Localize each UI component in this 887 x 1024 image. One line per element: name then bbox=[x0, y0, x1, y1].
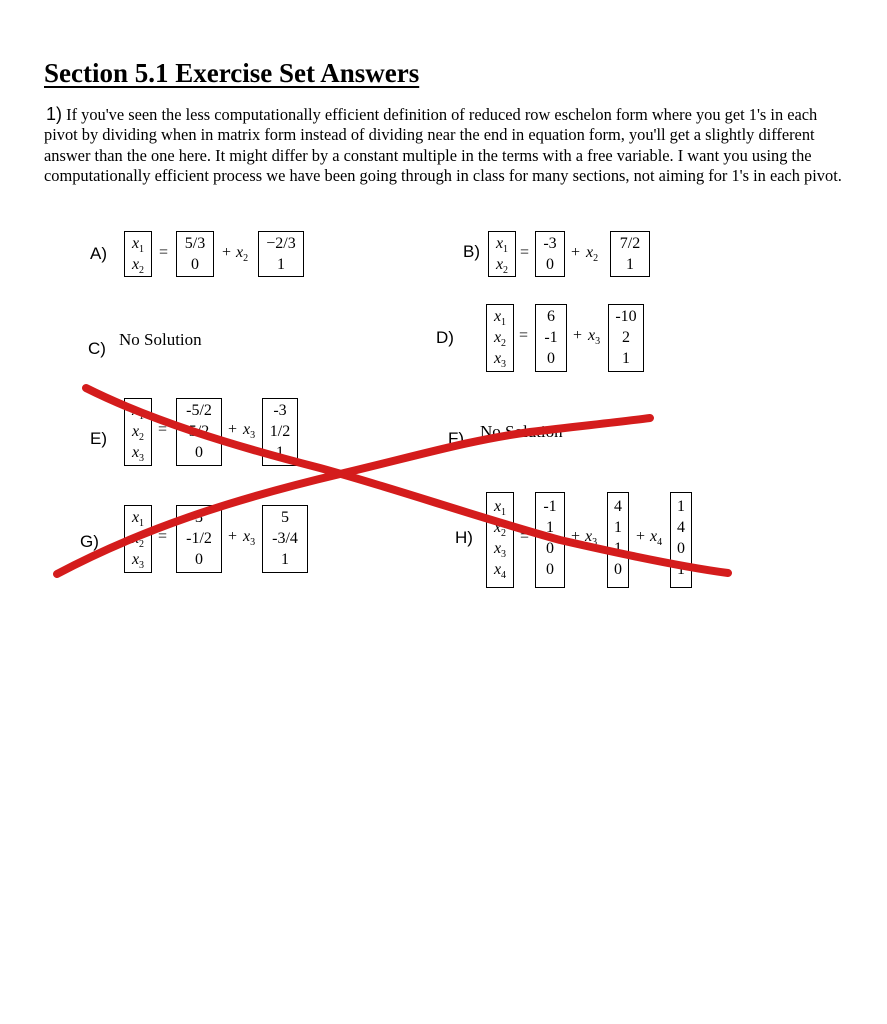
free-variable: $x_4$ bbox=[650, 528, 663, 549]
entry: 0 bbox=[614, 561, 622, 578]
entry: $x_1$ bbox=[493, 308, 507, 329]
entry: $x_1$ bbox=[131, 402, 145, 423]
page-title: Section 5.1 Exercise Set Answers bbox=[44, 58, 420, 88]
entry: 1 bbox=[277, 256, 285, 273]
answer-a-lhs bbox=[124, 233, 152, 275]
entry: -5/2 bbox=[186, 402, 212, 419]
plus-sign: + bbox=[571, 528, 581, 545]
entry: 0 bbox=[195, 551, 203, 568]
entry: 1 bbox=[281, 551, 289, 568]
equals-sign: = bbox=[159, 244, 169, 261]
entry: 1 bbox=[614, 540, 622, 557]
entry: -3 bbox=[273, 402, 287, 419]
answer-f-text: No Solution bbox=[480, 422, 563, 441]
entry: 0 bbox=[546, 561, 554, 578]
problem-paragraph bbox=[44, 104, 844, 186]
equals-sign: = bbox=[158, 421, 168, 438]
plus-sign: + bbox=[228, 528, 238, 545]
entry: 1/2 bbox=[269, 423, 291, 440]
entry: −2/3 bbox=[266, 235, 296, 252]
answer-e-free bbox=[262, 400, 298, 463]
entry: $x_1$ bbox=[493, 498, 507, 519]
problem-text: If you've seen the less computationally efficient definition of reduced row eschelon form where you get 1's in each pivot by dividing when in matrix form instead of dividing near the end in equation form, you'll get a slightly different answer than the one here. It might differ by a constant multiple in the terms with a free variable. I want you using the computationally efficient process we have been going through in class for many sections, not aiming for 1's in each pivot. bbox=[44, 105, 842, 185]
entry: 4 bbox=[614, 498, 622, 515]
free-variable: $x_3$ bbox=[585, 528, 598, 549]
answer-h-const bbox=[535, 496, 565, 580]
entry: 1 bbox=[546, 519, 554, 536]
entry: 1 bbox=[677, 498, 685, 515]
entry: $x_2$ bbox=[131, 256, 145, 277]
problem-number: 1) bbox=[46, 104, 63, 124]
entry: 5 bbox=[281, 509, 289, 526]
equals-sign: = bbox=[520, 528, 530, 545]
entry: 3 bbox=[195, 509, 203, 526]
entry: $x_2$ bbox=[493, 329, 507, 350]
entry: -3/4 bbox=[272, 530, 298, 547]
entry: 0 bbox=[547, 350, 555, 367]
answer-c-text: No Solution bbox=[119, 330, 202, 349]
entry: 1 bbox=[276, 444, 284, 461]
entry: 1 bbox=[677, 561, 685, 578]
equals-sign: = bbox=[158, 528, 168, 545]
plus-sign: + bbox=[222, 244, 232, 261]
entry: $x_3$ bbox=[131, 444, 145, 465]
answer-h-free2 bbox=[670, 496, 692, 580]
entry: $x_2$ bbox=[495, 256, 509, 277]
entry: -1/2 bbox=[186, 530, 212, 547]
answer-e-const bbox=[176, 400, 222, 463]
plus-sign: + bbox=[228, 421, 238, 438]
answer-h-label: H) bbox=[455, 528, 473, 547]
entry: 6 bbox=[547, 308, 555, 325]
answer-c-label: C) bbox=[88, 339, 106, 358]
entry: $x_3$ bbox=[493, 350, 507, 371]
entry: 2 bbox=[622, 329, 630, 346]
entry: 1 bbox=[622, 350, 630, 367]
entry: 5/3 bbox=[184, 235, 206, 252]
free-variable: $x_3$ bbox=[243, 421, 256, 442]
entry: 0 bbox=[195, 444, 203, 461]
entry: -10 bbox=[615, 308, 637, 325]
entry: $x_1$ bbox=[495, 235, 509, 256]
entry: -3 bbox=[543, 235, 557, 252]
entry: $x_2$ bbox=[131, 423, 145, 444]
entry: 1 bbox=[626, 256, 634, 273]
entry: $x_1$ bbox=[131, 509, 145, 530]
answer-a-label: A) bbox=[90, 244, 107, 263]
free-variable: $x_3$ bbox=[588, 327, 601, 348]
answer-b-const bbox=[535, 233, 565, 275]
answer-a-const bbox=[176, 233, 214, 275]
entry: 0 bbox=[546, 540, 554, 557]
free-variable: $x_2$ bbox=[586, 244, 599, 265]
answer-g-lhs bbox=[124, 507, 152, 570]
equals-sign: = bbox=[520, 244, 530, 261]
answer-e-lhs bbox=[124, 400, 152, 463]
entry: $x_3$ bbox=[493, 540, 507, 561]
entry: -1 bbox=[543, 498, 557, 515]
answer-a-free bbox=[258, 233, 304, 275]
answer-g-free bbox=[262, 507, 308, 570]
entry: 4 bbox=[677, 519, 685, 536]
plus-sign: + bbox=[636, 528, 646, 545]
answer-h-lhs bbox=[486, 496, 514, 580]
answer-h-free1 bbox=[607, 496, 629, 580]
plus-sign: + bbox=[571, 244, 581, 261]
answer-d-free bbox=[608, 306, 644, 369]
free-variable: $x_3$ bbox=[243, 528, 256, 549]
free-variable: $x_2$ bbox=[236, 244, 249, 265]
answer-b-label: B) bbox=[463, 242, 480, 261]
answer-g-label: G) bbox=[80, 532, 99, 551]
entry: $x_2$ bbox=[493, 519, 507, 540]
answer-d-label: D) bbox=[436, 328, 454, 347]
equals-sign: = bbox=[519, 327, 529, 344]
answer-g-const bbox=[176, 507, 222, 570]
entry: $x_1$ bbox=[131, 235, 145, 256]
plus-sign: + bbox=[573, 327, 583, 344]
answer-f-label: F) bbox=[448, 429, 465, 448]
answer-d-lhs bbox=[486, 306, 514, 369]
entry: 0 bbox=[677, 540, 685, 557]
entry: 0 bbox=[191, 256, 199, 273]
entry: $x_4$ bbox=[493, 561, 507, 582]
entry: -1 bbox=[544, 329, 558, 346]
answer-d-const bbox=[535, 306, 567, 369]
entry: $x_3$ bbox=[131, 551, 145, 572]
entry: 1 bbox=[614, 519, 622, 536]
entry: 7/2 bbox=[619, 235, 641, 252]
entry: $x_2$ bbox=[131, 530, 145, 551]
entry: 0 bbox=[546, 256, 554, 273]
answer-b-lhs bbox=[488, 233, 516, 275]
answer-b-free bbox=[610, 233, 650, 275]
entry: 5/2 bbox=[188, 423, 210, 440]
answer-e-label: E) bbox=[90, 429, 107, 448]
